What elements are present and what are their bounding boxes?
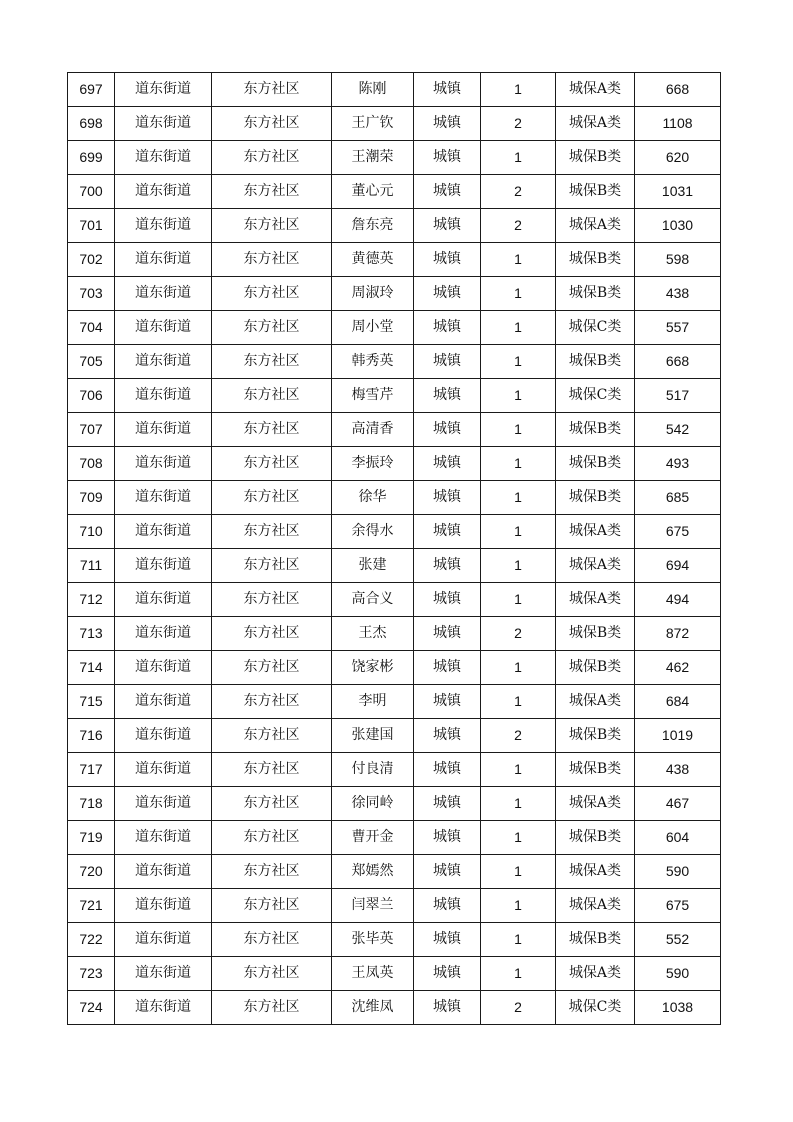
table-row xyxy=(68,821,721,855)
name-cell: 周小堂 xyxy=(332,311,414,345)
table-row xyxy=(68,855,721,889)
table-row xyxy=(68,787,721,821)
row-number-cell: 723 xyxy=(68,957,115,991)
category-cell: 城保B类 xyxy=(556,243,635,277)
amount-cell: 675 xyxy=(635,889,721,923)
table-row xyxy=(68,345,721,379)
street-cell: 道东街道 xyxy=(115,73,212,107)
household-size-cell: 1 xyxy=(481,379,556,413)
household-size-cell: 1 xyxy=(481,753,556,787)
row-number-cell: 701 xyxy=(68,209,115,243)
household-size-cell: 1 xyxy=(481,345,556,379)
category-cell: 城保A类 xyxy=(556,685,635,719)
community-cell: 东方社区 xyxy=(212,583,332,617)
amount-cell: 542 xyxy=(635,413,721,447)
community-cell: 东方社区 xyxy=(212,107,332,141)
area-type-cell: 城镇 xyxy=(414,481,481,515)
name-cell: 李振玲 xyxy=(332,447,414,481)
amount-cell: 462 xyxy=(635,651,721,685)
community-cell: 东方社区 xyxy=(212,515,332,549)
amount-cell: 438 xyxy=(635,277,721,311)
table-row xyxy=(68,719,721,753)
area-type-cell: 城镇 xyxy=(414,549,481,583)
household-size-cell: 1 xyxy=(481,141,556,175)
amount-cell: 1108 xyxy=(635,107,721,141)
category-cell: 城保A类 xyxy=(556,73,635,107)
category-cell: 城保A类 xyxy=(556,889,635,923)
table-row xyxy=(68,311,721,345)
row-number-cell: 716 xyxy=(68,719,115,753)
street-cell: 道东街道 xyxy=(115,753,212,787)
row-number-cell: 720 xyxy=(68,855,115,889)
amount-cell: 620 xyxy=(635,141,721,175)
roster-body xyxy=(68,73,721,1025)
table-row xyxy=(68,73,721,107)
table-row xyxy=(68,617,721,651)
row-number-cell: 713 xyxy=(68,617,115,651)
household-size-cell: 1 xyxy=(481,957,556,991)
street-cell: 道东街道 xyxy=(115,821,212,855)
roster-table xyxy=(67,72,721,1025)
row-number-cell: 705 xyxy=(68,345,115,379)
amount-cell: 694 xyxy=(635,549,721,583)
amount-cell: 493 xyxy=(635,447,721,481)
community-cell: 东方社区 xyxy=(212,957,332,991)
name-cell: 徐华 xyxy=(332,481,414,515)
amount-cell: 590 xyxy=(635,957,721,991)
amount-cell: 675 xyxy=(635,515,721,549)
amount-cell: 590 xyxy=(635,855,721,889)
community-cell: 东方社区 xyxy=(212,277,332,311)
category-cell: 城保C类 xyxy=(556,379,635,413)
community-cell: 东方社区 xyxy=(212,481,332,515)
street-cell: 道东街道 xyxy=(115,243,212,277)
household-size-cell: 1 xyxy=(481,515,556,549)
amount-cell: 872 xyxy=(635,617,721,651)
community-cell: 东方社区 xyxy=(212,379,332,413)
street-cell: 道东街道 xyxy=(115,277,212,311)
category-cell: 城保B类 xyxy=(556,413,635,447)
row-number-cell: 706 xyxy=(68,379,115,413)
row-number-cell: 708 xyxy=(68,447,115,481)
community-cell: 东方社区 xyxy=(212,923,332,957)
street-cell: 道东街道 xyxy=(115,447,212,481)
category-cell: 城保A类 xyxy=(556,583,635,617)
household-size-cell: 1 xyxy=(481,73,556,107)
name-cell: 饶家彬 xyxy=(332,651,414,685)
street-cell: 道东街道 xyxy=(115,855,212,889)
street-cell: 道东街道 xyxy=(115,515,212,549)
street-cell: 道东街道 xyxy=(115,685,212,719)
household-size-cell: 1 xyxy=(481,549,556,583)
household-size-cell: 1 xyxy=(481,855,556,889)
area-type-cell: 城镇 xyxy=(414,923,481,957)
row-number-cell: 700 xyxy=(68,175,115,209)
household-size-cell: 1 xyxy=(481,243,556,277)
category-cell: 城保A类 xyxy=(556,549,635,583)
street-cell: 道东街道 xyxy=(115,345,212,379)
name-cell: 闫翠兰 xyxy=(332,889,414,923)
amount-cell: 668 xyxy=(635,345,721,379)
table-row xyxy=(68,413,721,447)
community-cell: 东方社区 xyxy=(212,549,332,583)
row-number-cell: 709 xyxy=(68,481,115,515)
household-size-cell: 1 xyxy=(481,447,556,481)
row-number-cell: 718 xyxy=(68,787,115,821)
amount-cell: 1030 xyxy=(635,209,721,243)
area-type-cell: 城镇 xyxy=(414,855,481,889)
community-cell: 东方社区 xyxy=(212,855,332,889)
amount-cell: 467 xyxy=(635,787,721,821)
table-row xyxy=(68,549,721,583)
area-type-cell: 城镇 xyxy=(414,175,481,209)
community-cell: 东方社区 xyxy=(212,141,332,175)
street-cell: 道东街道 xyxy=(115,175,212,209)
area-type-cell: 城镇 xyxy=(414,107,481,141)
community-cell: 东方社区 xyxy=(212,209,332,243)
street-cell: 道东街道 xyxy=(115,583,212,617)
area-type-cell: 城镇 xyxy=(414,515,481,549)
area-type-cell: 城镇 xyxy=(414,685,481,719)
table-row xyxy=(68,923,721,957)
name-cell: 王潮荣 xyxy=(332,141,414,175)
street-cell: 道东街道 xyxy=(115,991,212,1025)
amount-cell: 1019 xyxy=(635,719,721,753)
table-row xyxy=(68,243,721,277)
category-cell: 城保B类 xyxy=(556,651,635,685)
household-size-cell: 2 xyxy=(481,175,556,209)
amount-cell: 494 xyxy=(635,583,721,617)
category-cell: 城保A类 xyxy=(556,957,635,991)
category-cell: 城保B类 xyxy=(556,753,635,787)
row-number-cell: 697 xyxy=(68,73,115,107)
name-cell: 张毕英 xyxy=(332,923,414,957)
category-cell: 城保A类 xyxy=(556,107,635,141)
name-cell: 董心元 xyxy=(332,175,414,209)
amount-cell: 685 xyxy=(635,481,721,515)
category-cell: 城保B类 xyxy=(556,277,635,311)
name-cell: 韩秀英 xyxy=(332,345,414,379)
row-number-cell: 722 xyxy=(68,923,115,957)
category-cell: 城保C类 xyxy=(556,311,635,345)
category-cell: 城保B类 xyxy=(556,923,635,957)
row-number-cell: 711 xyxy=(68,549,115,583)
table-row xyxy=(68,175,721,209)
household-size-cell: 1 xyxy=(481,685,556,719)
amount-cell: 438 xyxy=(635,753,721,787)
household-size-cell: 2 xyxy=(481,719,556,753)
name-cell: 陈刚 xyxy=(332,73,414,107)
name-cell: 周淑玲 xyxy=(332,277,414,311)
name-cell: 张建国 xyxy=(332,719,414,753)
community-cell: 东方社区 xyxy=(212,175,332,209)
category-cell: 城保B类 xyxy=(556,719,635,753)
table-row xyxy=(68,141,721,175)
household-size-cell: 1 xyxy=(481,481,556,515)
table-row xyxy=(68,957,721,991)
category-cell: 城保C类 xyxy=(556,991,635,1025)
community-cell: 东方社区 xyxy=(212,345,332,379)
amount-cell: 552 xyxy=(635,923,721,957)
category-cell: 城保B类 xyxy=(556,141,635,175)
street-cell: 道东街道 xyxy=(115,651,212,685)
category-cell: 城保B类 xyxy=(556,617,635,651)
area-type-cell: 城镇 xyxy=(414,277,481,311)
table-row xyxy=(68,447,721,481)
area-type-cell: 城镇 xyxy=(414,719,481,753)
table-row xyxy=(68,515,721,549)
name-cell: 王杰 xyxy=(332,617,414,651)
name-cell: 黄德英 xyxy=(332,243,414,277)
street-cell: 道东街道 xyxy=(115,889,212,923)
area-type-cell: 城镇 xyxy=(414,209,481,243)
street-cell: 道东街道 xyxy=(115,719,212,753)
area-type-cell: 城镇 xyxy=(414,991,481,1025)
row-number-cell: 704 xyxy=(68,311,115,345)
row-number-cell: 703 xyxy=(68,277,115,311)
row-number-cell: 707 xyxy=(68,413,115,447)
community-cell: 东方社区 xyxy=(212,787,332,821)
street-cell: 道东街道 xyxy=(115,413,212,447)
name-cell: 张建 xyxy=(332,549,414,583)
household-size-cell: 2 xyxy=(481,107,556,141)
row-number-cell: 717 xyxy=(68,753,115,787)
community-cell: 东方社区 xyxy=(212,617,332,651)
area-type-cell: 城镇 xyxy=(414,651,481,685)
amount-cell: 557 xyxy=(635,311,721,345)
category-cell: 城保B类 xyxy=(556,821,635,855)
category-cell: 城保A类 xyxy=(556,787,635,821)
name-cell: 曹开金 xyxy=(332,821,414,855)
community-cell: 东方社区 xyxy=(212,447,332,481)
name-cell: 高合义 xyxy=(332,583,414,617)
area-type-cell: 城镇 xyxy=(414,957,481,991)
area-type-cell: 城镇 xyxy=(414,583,481,617)
area-type-cell: 城镇 xyxy=(414,753,481,787)
area-type-cell: 城镇 xyxy=(414,345,481,379)
table-row xyxy=(68,991,721,1025)
table-row xyxy=(68,753,721,787)
name-cell: 梅雪芹 xyxy=(332,379,414,413)
community-cell: 东方社区 xyxy=(212,821,332,855)
household-size-cell: 2 xyxy=(481,617,556,651)
amount-cell: 1031 xyxy=(635,175,721,209)
category-cell: 城保B类 xyxy=(556,345,635,379)
category-cell: 城保B类 xyxy=(556,447,635,481)
name-cell: 王凤英 xyxy=(332,957,414,991)
name-cell: 郑嫣然 xyxy=(332,855,414,889)
row-number-cell: 724 xyxy=(68,991,115,1025)
row-number-cell: 714 xyxy=(68,651,115,685)
household-size-cell: 2 xyxy=(481,991,556,1025)
row-number-cell: 712 xyxy=(68,583,115,617)
row-number-cell: 719 xyxy=(68,821,115,855)
community-cell: 东方社区 xyxy=(212,685,332,719)
area-type-cell: 城镇 xyxy=(414,787,481,821)
area-type-cell: 城镇 xyxy=(414,379,481,413)
row-number-cell: 721 xyxy=(68,889,115,923)
category-cell: 城保A类 xyxy=(556,515,635,549)
amount-cell: 684 xyxy=(635,685,721,719)
amount-cell: 598 xyxy=(635,243,721,277)
street-cell: 道东街道 xyxy=(115,379,212,413)
area-type-cell: 城镇 xyxy=(414,311,481,345)
amount-cell: 668 xyxy=(635,73,721,107)
name-cell: 詹东亮 xyxy=(332,209,414,243)
table-row xyxy=(68,889,721,923)
household-size-cell: 1 xyxy=(481,413,556,447)
area-type-cell: 城镇 xyxy=(414,889,481,923)
area-type-cell: 城镇 xyxy=(414,141,481,175)
area-type-cell: 城镇 xyxy=(414,243,481,277)
amount-cell: 604 xyxy=(635,821,721,855)
area-type-cell: 城镇 xyxy=(414,617,481,651)
street-cell: 道东街道 xyxy=(115,141,212,175)
area-type-cell: 城镇 xyxy=(414,73,481,107)
area-type-cell: 城镇 xyxy=(414,447,481,481)
street-cell: 道东街道 xyxy=(115,617,212,651)
table-row xyxy=(68,481,721,515)
household-size-cell: 1 xyxy=(481,277,556,311)
amount-cell: 517 xyxy=(635,379,721,413)
amount-cell: 1038 xyxy=(635,991,721,1025)
area-type-cell: 城镇 xyxy=(414,821,481,855)
table-row xyxy=(68,685,721,719)
household-size-cell: 1 xyxy=(481,651,556,685)
table-row xyxy=(68,209,721,243)
row-number-cell: 698 xyxy=(68,107,115,141)
name-cell: 沈维凤 xyxy=(332,991,414,1025)
row-number-cell: 702 xyxy=(68,243,115,277)
street-cell: 道东街道 xyxy=(115,209,212,243)
street-cell: 道东街道 xyxy=(115,787,212,821)
name-cell: 高清香 xyxy=(332,413,414,447)
row-number-cell: 715 xyxy=(68,685,115,719)
category-cell: 城保A类 xyxy=(556,209,635,243)
household-size-cell: 1 xyxy=(481,311,556,345)
street-cell: 道东街道 xyxy=(115,107,212,141)
street-cell: 道东街道 xyxy=(115,957,212,991)
household-size-cell: 1 xyxy=(481,923,556,957)
table-row xyxy=(68,379,721,413)
category-cell: 城保B类 xyxy=(556,481,635,515)
community-cell: 东方社区 xyxy=(212,413,332,447)
table-row xyxy=(68,107,721,141)
name-cell: 余得水 xyxy=(332,515,414,549)
row-number-cell: 699 xyxy=(68,141,115,175)
name-cell: 李明 xyxy=(332,685,414,719)
household-size-cell: 1 xyxy=(481,787,556,821)
community-cell: 东方社区 xyxy=(212,889,332,923)
name-cell: 徐同岭 xyxy=(332,787,414,821)
community-cell: 东方社区 xyxy=(212,73,332,107)
street-cell: 道东街道 xyxy=(115,549,212,583)
area-type-cell: 城镇 xyxy=(414,413,481,447)
street-cell: 道东街道 xyxy=(115,923,212,957)
community-cell: 东方社区 xyxy=(212,991,332,1025)
table-row xyxy=(68,651,721,685)
community-cell: 东方社区 xyxy=(212,311,332,345)
name-cell: 王广钦 xyxy=(332,107,414,141)
category-cell: 城保A类 xyxy=(556,855,635,889)
household-size-cell: 1 xyxy=(481,821,556,855)
category-cell: 城保B类 xyxy=(556,175,635,209)
community-cell: 东方社区 xyxy=(212,651,332,685)
community-cell: 东方社区 xyxy=(212,719,332,753)
row-number-cell: 710 xyxy=(68,515,115,549)
household-size-cell: 2 xyxy=(481,209,556,243)
community-cell: 东方社区 xyxy=(212,753,332,787)
street-cell: 道东街道 xyxy=(115,311,212,345)
household-size-cell: 1 xyxy=(481,583,556,617)
community-cell: 东方社区 xyxy=(212,243,332,277)
household-size-cell: 1 xyxy=(481,889,556,923)
table-row xyxy=(68,277,721,311)
table-row xyxy=(68,583,721,617)
street-cell: 道东街道 xyxy=(115,481,212,515)
name-cell: 付良清 xyxy=(332,753,414,787)
